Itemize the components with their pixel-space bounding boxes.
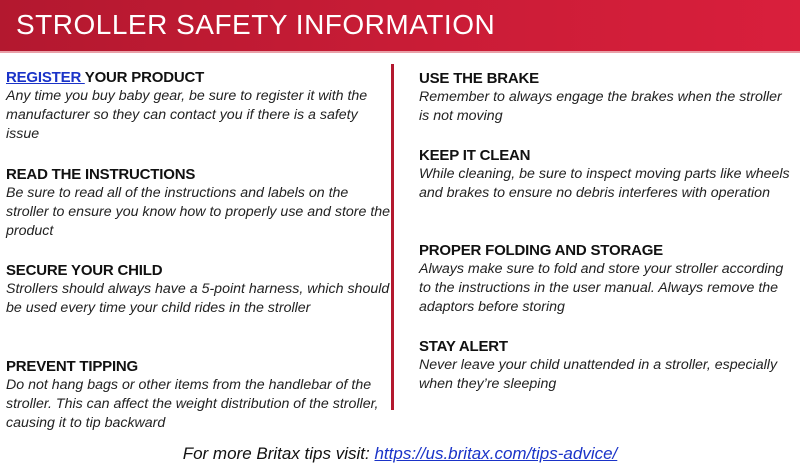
section-stay-alert xyxy=(419,337,794,394)
footer-text: For more Britax tips visit: xyxy=(182,444,375,463)
page-title: STROLLER SAFETY INFORMATION xyxy=(16,9,496,40)
header-banner xyxy=(0,0,800,53)
section-body: While cleaning, be sure to inspect moving parts like wheels and brakes to ensure no debris interferes with operation xyxy=(419,166,790,201)
tips-link[interactable]: https://us.britax.com/tips-advice/ xyxy=(374,444,618,463)
section-body: Remember to always engage the brakes when the stroller is not moving xyxy=(419,89,782,124)
section-secure-child xyxy=(6,261,391,318)
section-heading: PREVENT TIPPING xyxy=(6,358,139,375)
section-heading: KEEP IT CLEAN xyxy=(419,147,531,164)
section-clean xyxy=(419,146,794,203)
section-prevent-tipping xyxy=(6,357,391,433)
section-instructions xyxy=(6,165,391,241)
section-body: Never leave your child unattended in a stroller, especially when they’re sleeping xyxy=(419,357,778,392)
section-brake xyxy=(419,69,794,126)
register-link[interactable]: REGISTER xyxy=(6,69,85,86)
section-heading: USE THE BRAKE xyxy=(419,70,539,87)
section-body: Be sure to read all of the instructions and labels on the stroller to ensure you know how to properly use and store the product xyxy=(6,185,391,239)
section-heading: PROPER FOLDING AND STORAGE xyxy=(419,242,663,259)
section-heading: READ THE INSTRUCTIONS xyxy=(6,166,196,183)
footer xyxy=(0,444,800,464)
column-divider xyxy=(391,64,394,410)
section-body: Strollers should always have a 5-point harness, which should be used every time your child rides in the stroller xyxy=(6,281,390,316)
section-body: Any time you buy baby gear, be sure to register it with the manufacturer so they can contact you if there is a safety issue xyxy=(6,88,368,142)
section-heading: STAY ALERT xyxy=(419,338,508,355)
section-heading: SECURE YOUR CHILD xyxy=(6,262,163,279)
section-folding xyxy=(419,241,794,317)
section-register xyxy=(6,68,391,144)
section-body: Always make sure to fold and store your stroller according to the instructions in the user manual. Always remove the adaptors before storing xyxy=(419,261,784,315)
section-body: Do not hang bags or other items from the handlebar of the stroller. This can affect the weight distribution of the stroller, causing it to tip backward xyxy=(6,377,379,431)
section-heading: YOUR PRODUCT xyxy=(84,69,205,86)
